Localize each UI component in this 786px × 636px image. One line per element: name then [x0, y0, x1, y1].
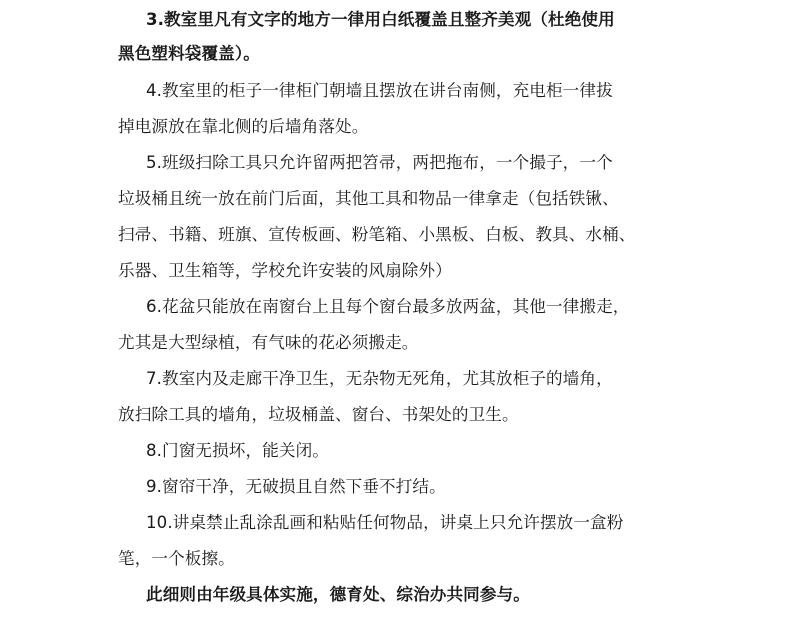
rule-6-line-1: 6.花盆只能放在南窗台上且每个窗台最多放两盆，其他一律搬走， — [146, 297, 630, 316]
rule-10-line-1: 10.讲桌禁止乱涂乱画和粘贴任何物品，讲桌上只允许摆放一盒粉 — [146, 513, 624, 532]
rule-10-line-2: 笔，一个板擦。 — [118, 549, 235, 568]
rule-4-line-2: 掉电源放在靠北侧的后墙角落处。 — [118, 117, 369, 136]
rule-9-line-1: 9.窗帘干净，无破损且自然下垂不打结。 — [146, 477, 446, 496]
rule-6-line-2: 尤其是大型绿植，有气味的花必须搬走。 — [118, 333, 419, 352]
rule-7-line-2: 放扫除工具的墙角，垃圾桶盖、窗台、书架处的卫生。 — [118, 405, 519, 424]
rule-5-line-1: 5.班级扫除工具只允许留两把笤帚，两把拖布，一个撮子，一个 — [146, 153, 613, 172]
rule-5-line-4: 乐器、卫生箱等，学校允许安装的风扇除外） — [118, 261, 452, 280]
rule-5-line-2: 垃圾桶且统一放在前门后面，其他工具和物品一律拿走（包括铁锹、 — [118, 189, 619, 208]
rule-3-line-2: 黑色塑料袋覆盖）。 — [118, 44, 260, 63]
rule-8-line-1: 8.门窗无损坏，能关闭。 — [146, 441, 329, 460]
rule-5-line-3: 扫帚、书籍、班旗、宣传板画、粉笔箱、小黑板、白板、教具、水桶、 — [118, 225, 636, 244]
closing-statement: 此细则由年级具体实施，德育处、综治办共同参与。 — [146, 585, 530, 604]
rule-4-line-1: 4.教室里的柜子一律柜门朝墙且摆放在讲台南侧，充电柜一律拔 — [146, 81, 613, 100]
rule-3-line-1: 3.教室里凡有文字的地方一律用白纸覆盖且整齐美观（杜绝使用 — [146, 10, 615, 29]
rule-7-line-1: 7.教室内及走廊干净卫生，无杂物无死角，尤其放柜子的墙角， — [146, 369, 613, 388]
